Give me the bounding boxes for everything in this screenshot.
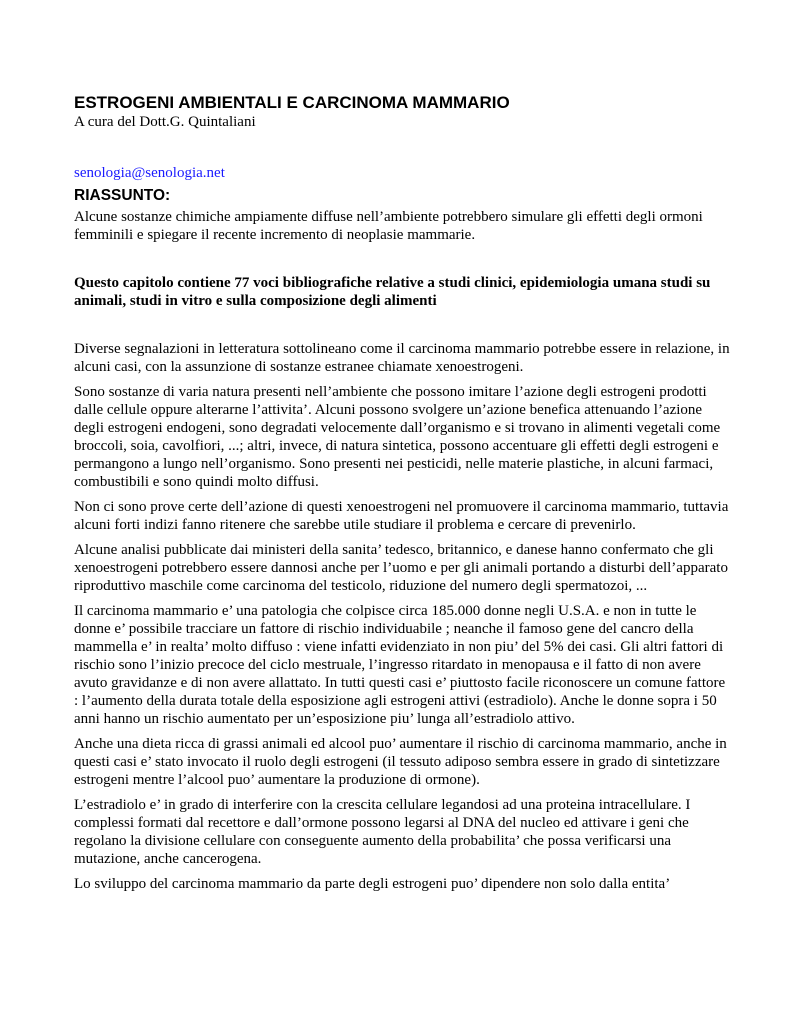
author-line: A cura del Dott.G. Quintaliani xyxy=(74,114,256,130)
body-paragraph: Anche una dieta ricca di grassi animali ed alcool puo’ aumentare il rischio di carcinoma mammario, anche in questi casi e’ stato invocato il ruolo degli estrogeni (il tessuto adiposo sembra essere in grado di sintetizzare estrogeni mentre l’alcool puo’ aumentare la produzione di ormone). xyxy=(74,736,727,788)
body-paragraph: Non ci sono prove certe dell’azione di questi xenoestrogeni nel promuovere il carcinoma mammario, tuttavia alcuni forti indizi fanno ritenere che sarebbe utile studiare il problema e cercare di prevenirlo. xyxy=(74,499,729,533)
body-paragraph: L’estradiolo e’ in grado di interferire con la crescita cellulare legandosi ad una proteina intracellulare. I complessi formati dal recettore e dall’ormone possono legarsi al DNA del nucleo ed attivare i geni che regolano la divisione cellulare con conseguente aumento della probabilita’ che possa verificarsi una mutazione, anche cancerogena. xyxy=(74,797,691,867)
body-paragraph: Lo sviluppo del carcinoma mammario da parte degli estrogeni puo’ dipendere non solo dalla entita’ xyxy=(74,876,671,892)
summary-heading: RIASSUNTO: xyxy=(74,187,171,204)
body-paragraph: Diverse segnalazioni in letteratura sottolineano come il carcinoma mammario potrebbe essere in relazione, in alcuni casi, con la assunzione di sostanze estranee chiamate xenoestrogeni. xyxy=(74,341,730,375)
document-title: ESTROGENI AMBIENTALI E CARCINOMA MAMMARIO xyxy=(74,93,510,112)
body-paragraph: Il carcinoma mammario e’ una patologia che colpisce circa 185.000 donne negli U.S.A. e non in tutte le donne e’ possibile tracciare un fattore di rischio individuabile ; neanche il famoso gene del cancro della mammella e’ in realta’ molto diffuso : viene infatti evidenziato in non piu’ del 5% dei casi. Gli altri fattori di rischio sono l’inizio precoce del ciclo mestruale, l’ingresso ritardato in menopausa e il fatto di non avere avuto gravidanze e di non avere allattato. In tutti questi casi e’ piuttosto facile riconoscere un comune fattore : l’aumento della durata totale della esposizione agli estrogeni attivi (estradiolo). Anche le donne sopra i 50 anni hanno un rischio aumentato per un’esposizione piu’ lunga all’estradiolo attivo. xyxy=(74,603,726,727)
body-paragraph: Sono sostanze di varia natura presenti nell’ambiente che possono imitare l’azione degli estrogeni prodotti dalle cellule oppure alterarne l’attivita’. Alcuni possono svolgere un’azione benefica attenuando l’azione degli estrogeni endogeni, sono degradati velocemente dall’organismo e si trovano in alimenti vegetali come broccoli, soia, cavolfiori, ...; altri, invece, di natura sintetica, possono accentuare gli effetti degli estrogeni e permangono a lungo nell’organismo. Sono presenti nei pesticidi, nelle materie plastiche, in alcuni farmaci, combustibili e sono quindi molto diffusi. xyxy=(74,384,721,490)
abstract-paragraph: Alcune sostanze chimiche ampiamente diffuse nell’ambiente potrebbero simulare gli effetti degli ormoni femminili e spiegare il recente incremento di neoplasie mammarie. xyxy=(74,209,703,243)
bibliography-note: Questo capitolo contiene 77 voci bibliografiche relative a studi clinici, epidemiologia umana studi su animali, studi in vitro e sulla composizione degli alimenti xyxy=(74,275,711,309)
body-paragraph: Alcune analisi pubblicate dai ministeri della sanita’ tedesco, britannico, e danese hanno confermato che gli xenoestrogeni potrebbero essere dannosi anche per l’uomo e per gli animali portando a disturbi dell’apparato riproduttivo maschile come carcinoma del testicolo, riduzione del numero degli spermatozoi, ... xyxy=(74,542,728,594)
email-link[interactable]: senologia@senologia.net xyxy=(74,165,225,181)
